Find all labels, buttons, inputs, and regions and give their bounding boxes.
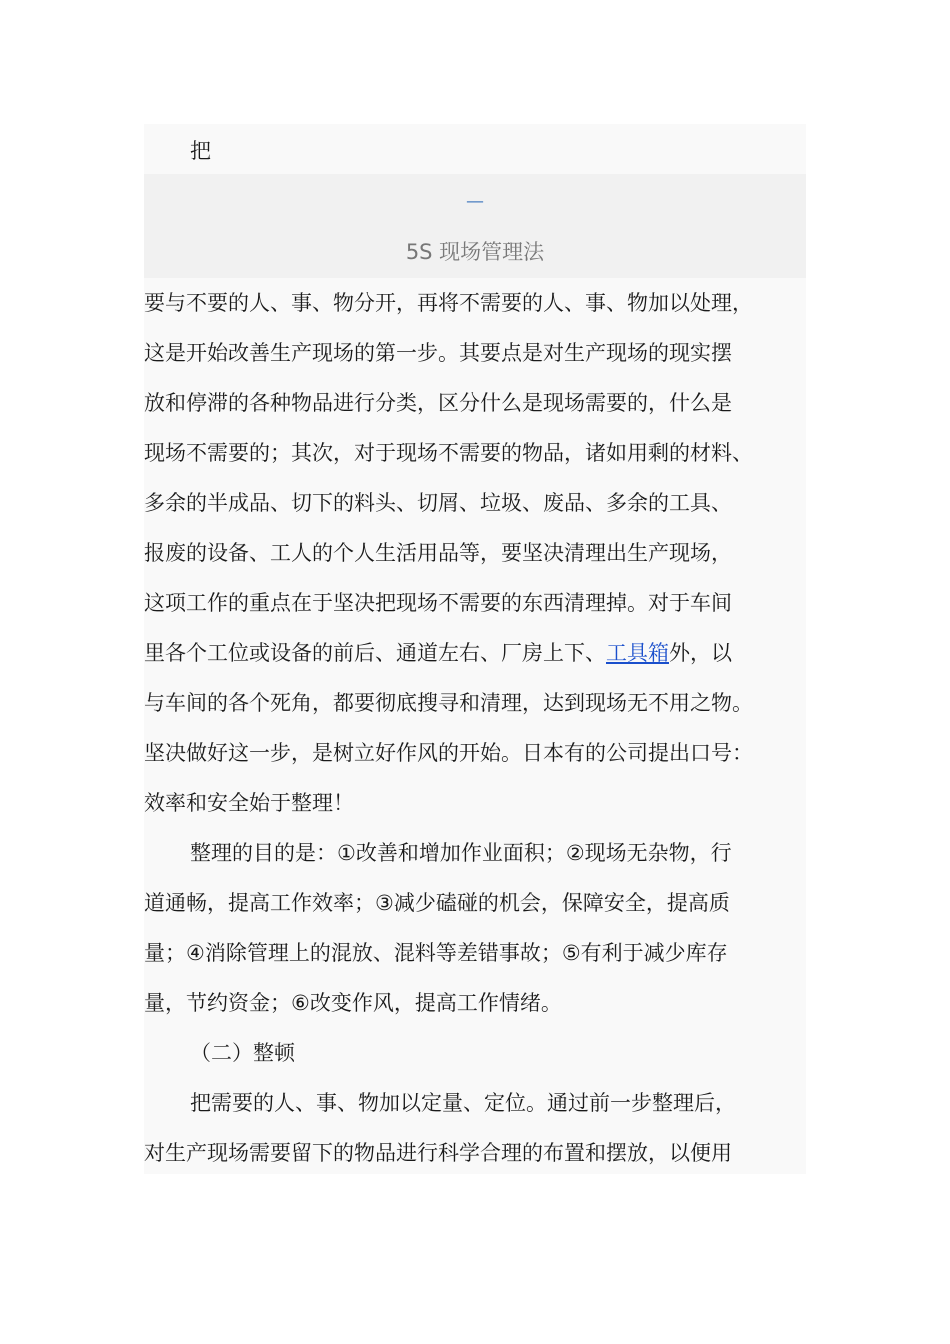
document-page [144,124,806,1174]
text-line: 多余的半成品、切下的料头、切屑、垃圾、废品、多余的工具、 [144,491,732,515]
purpose-line: 量；④消除管理上的混放、混料等差错事故；⑤有利于减少库存 [144,941,728,965]
purpose-line: 道通畅，提高工作效率；③减少磕碰的机会，保障安全，提高质 [144,891,730,915]
text-line: 坚决做好这一步，是树立好作风的开始。日本有的公司提出口号： [144,741,753,765]
link-line-after: 外，以 [669,641,732,665]
text-line: 效率和安全始于整理！ [144,791,354,815]
text-line: 这是开始改善生产现场的第一步。其要点是对生产现场的现实摆 [144,341,732,365]
popup-title-link[interactable]: 5S 现场管理法 [405,240,545,264]
text-line: 与车间的各个死角，都要彻底搜寻和清理，达到现场无不用之物。 [144,691,753,715]
text-line: 报废的设备、工人的个人生活用品等，要坚决清理出生产现场， [144,541,732,565]
text-line: 现场不需要的；其次，对于现场不需要的物品，诸如用剩的材料、 [144,441,753,465]
section-line: 对生产现场需要留下的物品进行科学合理的布置和摆放，以便用 [144,1141,732,1165]
text-line-with-link [144,628,732,678]
purpose-line: 整理的目的是：①改善和增加作业面积；②现场无杂物，行 [190,841,732,865]
paragraph-start-line: 把 [190,139,211,163]
purpose-line: 量，节约资金；⑥改变作风，提高工作情绪。 [144,991,562,1015]
link-line-before: 里各个工位或设备的前后、通道左右、厂房上下、 [144,641,606,665]
section-heading: （二）整顿 [190,1041,295,1065]
popup-dash-icon: — [466,191,484,212]
text-line: 放和停滞的各种物品进行分类，区分什么是现场需要的，什么是 [144,391,732,415]
related-article-popup[interactable] [144,174,806,278]
text-line: 这项工作的重点在于坚决把现场不需要的东西清理掉。对于车间 [144,591,732,615]
text-line: 要与不要的人、事、物分开，再将不需要的人、事、物加以处理， [144,291,753,315]
section-line: 把需要的人、事、物加以定量、定位。通过前一步整理后， [190,1091,736,1115]
toolbox-link[interactable]: 工具箱 [606,641,669,665]
